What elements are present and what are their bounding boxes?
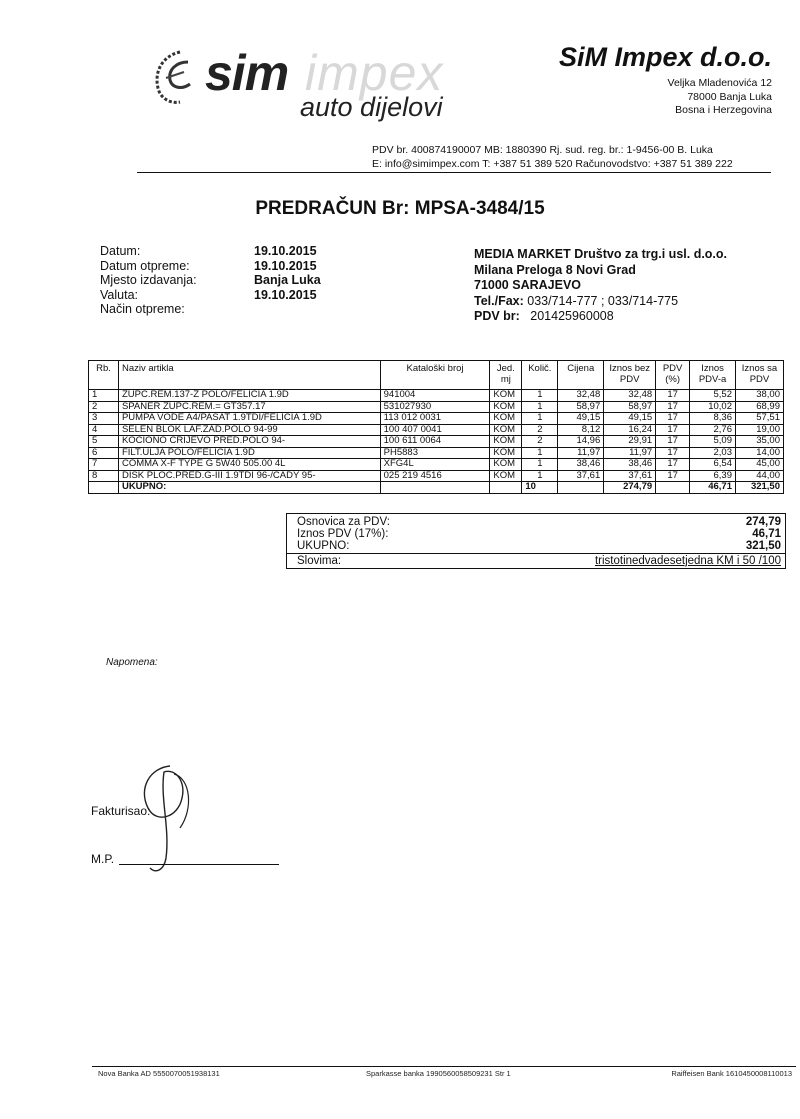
summary-osnovica-value: 274,79 bbox=[745, 516, 781, 528]
table-cell: 2 bbox=[522, 436, 558, 448]
table-cell: 8,12 bbox=[558, 424, 604, 436]
table-cell: 14,00 bbox=[736, 447, 784, 459]
table-cell: 6,54 bbox=[690, 459, 736, 471]
table-cell: XFG4L bbox=[380, 459, 490, 471]
customer-tel-label: Tel./Fax: bbox=[474, 293, 524, 308]
logo-sim-text: sim bbox=[205, 45, 289, 101]
customer-pdv-label: PDV br: bbox=[474, 309, 520, 323]
table-cell: 2,03 bbox=[690, 447, 736, 459]
summary-osnovica-label: Osnovica za PDV: bbox=[297, 516, 390, 528]
company-city: 78000 Banja Luka bbox=[687, 90, 772, 103]
meta-value-mjesto: Banja Luka bbox=[254, 273, 321, 288]
stamp-label: M.P. bbox=[91, 852, 115, 866]
meta-label-datum-otpreme: Datum otpreme: bbox=[100, 258, 190, 273]
footer-bank-1: Nova Banka AD 5550070051938131 bbox=[98, 1069, 220, 1078]
table-row bbox=[89, 470, 784, 482]
table-cell: 37,61 bbox=[604, 470, 656, 482]
table-cell: KOM bbox=[490, 447, 522, 459]
table-cell: 941004 bbox=[380, 390, 490, 402]
summary-ukupno-value: 321,50 bbox=[745, 540, 781, 553]
table-cell: 025 219 4516 bbox=[380, 470, 490, 482]
table-cell: 17 bbox=[656, 424, 690, 436]
table-cell: 100 611 0064 bbox=[380, 436, 490, 448]
customer-block bbox=[474, 247, 727, 325]
table-cell: 2,76 bbox=[690, 424, 736, 436]
footer-divider bbox=[92, 1066, 796, 1067]
table-cell: 11,97 bbox=[558, 447, 604, 459]
table-cell: KOM bbox=[490, 401, 522, 413]
table-cell: 7 bbox=[89, 459, 119, 471]
table-cell: KOM bbox=[490, 424, 522, 436]
signature-icon bbox=[130, 758, 210, 878]
table-cell: 32,48 bbox=[604, 390, 656, 402]
table-cell: 1 bbox=[89, 390, 119, 402]
table-cell: PUMPA VODE A4/PASAT 1.9TDI/FELICIA 1.9D bbox=[118, 413, 380, 425]
table-cell: SELEN BLOK LAF.ZAD.POLO 94-99 bbox=[118, 424, 380, 436]
company-address bbox=[668, 77, 772, 118]
table-cell: 1 bbox=[522, 459, 558, 471]
table-cell: 17 bbox=[656, 401, 690, 413]
table-cell: 1 bbox=[522, 447, 558, 459]
header-kataloski: Kataloški broj bbox=[380, 361, 490, 390]
summary-pdv-label: Iznos PDV (17%): bbox=[297, 528, 389, 541]
meta-label-mjesto: Mjesto izdavanja: bbox=[100, 273, 197, 288]
table-cell: 17 bbox=[656, 459, 690, 471]
total-qty: 10 bbox=[522, 482, 558, 494]
table-cell: 68,99 bbox=[736, 401, 784, 413]
customer-pdv-value: 201425960008 bbox=[530, 309, 614, 323]
table-cell: 44,00 bbox=[736, 470, 784, 482]
table-row bbox=[89, 459, 784, 471]
customer-pdv-row bbox=[474, 309, 727, 325]
table-cell: KOM bbox=[490, 470, 522, 482]
table-cell: KOM bbox=[490, 413, 522, 425]
table-cell: 17 bbox=[656, 390, 690, 402]
table-cell: 531027930 bbox=[380, 401, 490, 413]
table-cell: 3 bbox=[89, 413, 119, 425]
header-kolic: Količ. bbox=[522, 361, 558, 390]
table-cell: 6,39 bbox=[690, 470, 736, 482]
total-gross: 321,50 bbox=[736, 482, 784, 494]
header-jed: Jed. mj bbox=[490, 361, 522, 390]
table-cell: 8 bbox=[89, 470, 119, 482]
table-cell: COMMA X-F TYPE G 5W40 505.00 4L bbox=[118, 459, 380, 471]
company-name: SiM Impex d.o.o. bbox=[558, 42, 772, 72]
table-cell: 19,00 bbox=[736, 424, 784, 436]
table-cell: SPANER ZUPC.REM.= GT357.17 bbox=[118, 401, 380, 413]
summary-slovima-label: Slovima: bbox=[297, 554, 342, 567]
table-header-row bbox=[89, 361, 784, 390]
total-label: UKUPNO: bbox=[118, 482, 380, 494]
table-row bbox=[89, 447, 784, 459]
table-row bbox=[89, 390, 784, 402]
customer-city: 71000 SARAJEVO bbox=[474, 278, 582, 292]
meta-label-nacin-otpreme: Način otpreme: bbox=[100, 302, 185, 317]
customer-phone-row bbox=[474, 294, 727, 310]
table-cell: 100 407 0041 bbox=[380, 424, 490, 436]
table-cell: PH5883 bbox=[380, 447, 490, 459]
customer-street: Milana Preloga 8 Novi Grad bbox=[474, 262, 636, 277]
registration-line-2: E: info@simimpex.com T: +387 51 389 520 Računovodstvo: +387 51 389 222 bbox=[372, 158, 733, 170]
meta-label-datum: Datum: bbox=[100, 244, 141, 258]
table-cell: 38,46 bbox=[558, 459, 604, 471]
table-cell: KOCIONO CRIJEVO PRED.POLO 94- bbox=[118, 436, 380, 448]
table-cell: 57,51 bbox=[736, 413, 784, 425]
table-cell: 45,00 bbox=[736, 459, 784, 471]
table-row bbox=[89, 413, 784, 425]
table-cell: KOM bbox=[490, 436, 522, 448]
table-row bbox=[89, 401, 784, 413]
items-table bbox=[88, 360, 784, 494]
table-cell: 17 bbox=[656, 470, 690, 482]
table-cell: 49,15 bbox=[558, 413, 604, 425]
meta-label-valuta: Valuta: bbox=[100, 287, 138, 302]
header-divider bbox=[137, 172, 771, 173]
table-cell: 5,09 bbox=[690, 436, 736, 448]
table-cell: 38,00 bbox=[736, 390, 784, 402]
logo-impex-text: impex bbox=[305, 45, 444, 101]
table-cell: 5,52 bbox=[690, 390, 736, 402]
table-cell: ZUPC.REM.137-Z POLO/FELICIA 1.9D bbox=[118, 390, 380, 402]
table-cell: 32,48 bbox=[558, 390, 604, 402]
table-cell: 17 bbox=[656, 413, 690, 425]
table-cell: KOM bbox=[490, 459, 522, 471]
meta-value-valuta: 19.10.2015 bbox=[254, 287, 317, 302]
meta-value-datum-otpreme: 19.10.2015 bbox=[254, 258, 317, 273]
table-cell: 35,00 bbox=[736, 436, 784, 448]
table-cell: 2 bbox=[522, 424, 558, 436]
header-naziv: Naziv artikla bbox=[118, 361, 380, 390]
document-title: PREDRAČUN Br: MPSA-3484/15 bbox=[255, 198, 545, 219]
note-label: Napomena: bbox=[106, 657, 158, 668]
total-net: 274,79 bbox=[604, 482, 656, 494]
footer-bank-3: Raiffeisen Bank 1610450008110013 bbox=[671, 1069, 792, 1078]
invoiced-by-label: Fakturisao: bbox=[91, 804, 151, 818]
summary-slovima-value: tristotinedvadesetjedna KM i 50 /100 bbox=[594, 554, 781, 567]
table-cell: 37,61 bbox=[558, 470, 604, 482]
meta-labels bbox=[100, 244, 197, 317]
table-cell: 4 bbox=[89, 424, 119, 436]
company-registration bbox=[372, 143, 772, 171]
header-iznos-bez: Iznos bez PDV bbox=[604, 361, 656, 390]
table-cell: 8,36 bbox=[690, 413, 736, 425]
summary-pdv bbox=[287, 528, 785, 540]
table-cell: 113 012 0031 bbox=[380, 413, 490, 425]
summary-box bbox=[286, 513, 786, 569]
table-cell: 38,46 bbox=[604, 459, 656, 471]
table-cell: 1 bbox=[522, 413, 558, 425]
table-cell: 49,15 bbox=[604, 413, 656, 425]
table-cell: 1 bbox=[522, 401, 558, 413]
table-cell: 5 bbox=[89, 436, 119, 448]
summary-slovima bbox=[287, 553, 785, 568]
total-vat: 46,71 bbox=[690, 482, 736, 494]
table-cell: DISK PLOC.PRED.G-III 1.9TDI 96-/CADY 95- bbox=[118, 470, 380, 482]
meta-value-datum: 19.10.2015 bbox=[254, 244, 317, 258]
table-cell: 1 bbox=[522, 390, 558, 402]
customer-tel-value: 033/714-777 ; 033/714-775 bbox=[527, 293, 679, 308]
registration-line-1: PDV br. 400874190007 MB: 1880390 Rj. sud. reg. br.: 1-9456-00 B. Luka bbox=[372, 144, 713, 156]
table-cell: 1 bbox=[522, 470, 558, 482]
table-cell: 58,97 bbox=[558, 401, 604, 413]
header-rb: Rb. bbox=[89, 361, 119, 390]
table-cell: 17 bbox=[656, 436, 690, 448]
table-cell: 16,24 bbox=[604, 424, 656, 436]
table-cell: 6 bbox=[89, 447, 119, 459]
table-cell: FILT.ULJA POLO/FELICIA 1.9D bbox=[118, 447, 380, 459]
header-cijena: Cijena bbox=[558, 361, 604, 390]
header-pdv-pct: PDV (%) bbox=[656, 361, 690, 390]
footer-bank-2: Sparkasse banka 1990560058509231 Str 1 bbox=[366, 1069, 511, 1078]
summary-ukupno bbox=[287, 540, 785, 552]
stamp-line bbox=[119, 864, 279, 865]
summary-ukupno-label: UKUPNO: bbox=[297, 540, 350, 553]
company-street: Veljka Mladenovića 12 bbox=[667, 77, 772, 89]
table-cell: KOM bbox=[490, 390, 522, 402]
logo-subtitle: auto dijelovi bbox=[300, 92, 443, 122]
table-total-row bbox=[89, 482, 784, 494]
company-country: Bosna i Herzegovina bbox=[675, 104, 772, 116]
summary-pdv-value: 46,71 bbox=[752, 528, 781, 541]
table-cell: 2 bbox=[89, 401, 119, 413]
summary-osnovica bbox=[287, 516, 785, 528]
table-row bbox=[89, 424, 784, 436]
customer-name: MEDIA MARKET Društvo za trg.i usl. d.o.o. bbox=[474, 247, 728, 261]
logo-mark-icon bbox=[150, 48, 198, 106]
table-cell: 29,91 bbox=[604, 436, 656, 448]
meta-values bbox=[254, 244, 321, 302]
table-cell: 17 bbox=[656, 447, 690, 459]
table-cell: 14,96 bbox=[558, 436, 604, 448]
table-cell: 11,97 bbox=[604, 447, 656, 459]
header-iznos-sa: Iznos sa PDV bbox=[736, 361, 784, 390]
header-iznos-pdv: Iznos PDV-a bbox=[690, 361, 736, 390]
table-row bbox=[89, 436, 784, 448]
table-cell: 58,97 bbox=[604, 401, 656, 413]
table-cell: 10,02 bbox=[690, 401, 736, 413]
